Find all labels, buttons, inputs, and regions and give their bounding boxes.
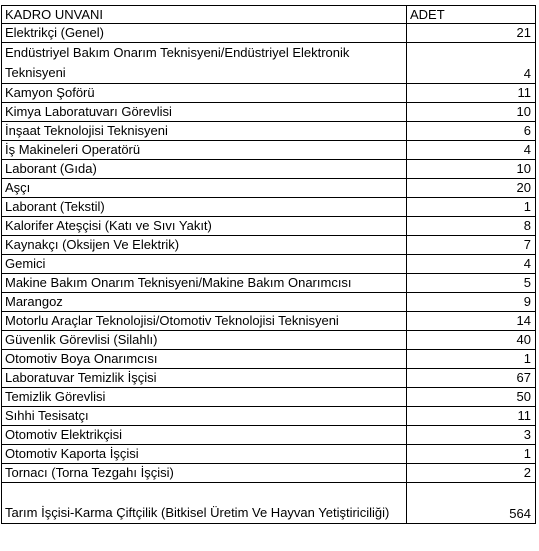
table-row bbox=[2, 84, 536, 103]
table-row bbox=[2, 103, 536, 122]
table-row bbox=[2, 160, 536, 179]
count-cell[interactable]: 6 bbox=[407, 122, 536, 141]
staffing-table bbox=[1, 5, 536, 524]
count-cell[interactable]: 4 bbox=[407, 255, 536, 274]
count-cell[interactable]: 4 bbox=[407, 43, 536, 84]
count-cell[interactable]: 10 bbox=[407, 103, 536, 122]
title-cell[interactable]: Gemici bbox=[2, 255, 407, 274]
count-cell[interactable]: 4 bbox=[407, 141, 536, 160]
table-row bbox=[2, 293, 536, 312]
table-row bbox=[2, 312, 536, 331]
table-row bbox=[2, 179, 536, 198]
table-row bbox=[2, 426, 536, 445]
table-row bbox=[2, 198, 536, 217]
table-row bbox=[2, 24, 536, 43]
count-cell[interactable]: 2 bbox=[407, 464, 536, 483]
count-cell[interactable]: 3 bbox=[407, 426, 536, 445]
title-cell[interactable]: Otomotiv Elektrikçisi bbox=[2, 426, 407, 445]
count-cell[interactable]: 1 bbox=[407, 198, 536, 217]
table-row bbox=[2, 122, 536, 141]
count-cell[interactable]: 8 bbox=[407, 217, 536, 236]
table-row bbox=[2, 141, 536, 160]
title-cell[interactable]: Tarım İşçisi-Karma Çiftçilik (Bitkisel Üretim Ve Hayvan Yetiştiriciliği) bbox=[2, 483, 407, 524]
table-row bbox=[2, 445, 536, 464]
title-cell[interactable]: Motorlu Araçlar Teknolojisi/Otomotiv Teknolojisi Teknisyeni bbox=[2, 312, 407, 331]
count-cell[interactable]: 5 bbox=[407, 274, 536, 293]
table-row bbox=[2, 331, 536, 350]
title-cell[interactable]: Kalorifer Ateşçisi (Katı ve Sıvı Yakıt) bbox=[2, 217, 407, 236]
title-cell[interactable]: Laborant (Gıda) bbox=[2, 160, 407, 179]
count-cell[interactable]: 11 bbox=[407, 84, 536, 103]
title-cell[interactable]: Kamyon Şoförü bbox=[2, 84, 407, 103]
count-cell[interactable]: 9 bbox=[407, 293, 536, 312]
title-cell[interactable]: Tornacı (Torna Tezgahı İşçisi) bbox=[2, 464, 407, 483]
title-cell[interactable]: Aşçı bbox=[2, 179, 407, 198]
table-row bbox=[2, 274, 536, 293]
count-cell[interactable]: 14 bbox=[407, 312, 536, 331]
header-row bbox=[2, 6, 536, 24]
table-row bbox=[2, 464, 536, 483]
count-cell[interactable]: 1 bbox=[407, 445, 536, 464]
table-row bbox=[2, 236, 536, 255]
title-cell[interactable]: İş Makineleri Operatörü bbox=[2, 141, 407, 160]
title-cell[interactable]: Makine Bakım Onarım Teknisyeni/Makine Bakım Onarımcısı bbox=[2, 274, 407, 293]
header-count-cell[interactable]: ADET bbox=[407, 6, 536, 24]
count-cell[interactable]: 1 bbox=[407, 350, 536, 369]
table-row bbox=[2, 388, 536, 407]
table-row bbox=[2, 217, 536, 236]
table-row bbox=[2, 43, 536, 84]
count-cell[interactable]: 50 bbox=[407, 388, 536, 407]
count-cell[interactable]: 40 bbox=[407, 331, 536, 350]
title-cell[interactable]: Elektrikçi (Genel) bbox=[2, 24, 407, 43]
header-title-cell[interactable]: KADRO UNVANI bbox=[2, 6, 407, 24]
title-cell[interactable]: Kimya Laboratuvarı Görevlisi bbox=[2, 103, 407, 122]
title-cell[interactable]: Otomotiv Kaporta İşçisi bbox=[2, 445, 407, 464]
table-row bbox=[2, 350, 536, 369]
table-row bbox=[2, 483, 536, 524]
count-cell[interactable]: 7 bbox=[407, 236, 536, 255]
title-cell[interactable]: Laborant (Tekstil) bbox=[2, 198, 407, 217]
title-cell[interactable]: Laboratuvar Temizlik İşçisi bbox=[2, 369, 407, 388]
table-body bbox=[2, 24, 536, 524]
count-cell[interactable]: 21 bbox=[407, 24, 536, 43]
title-cell[interactable]: İnşaat Teknolojisi Teknisyeni bbox=[2, 122, 407, 141]
title-cell[interactable]: Güvenlik Görevlisi (Silahlı) bbox=[2, 331, 407, 350]
table-row bbox=[2, 255, 536, 274]
staffing-table-sheet bbox=[1, 5, 536, 524]
title-cell[interactable]: Kaynakçı (Oksijen Ve Elektrik) bbox=[2, 236, 407, 255]
count-cell[interactable]: 564 bbox=[407, 483, 536, 524]
count-cell[interactable]: 10 bbox=[407, 160, 536, 179]
title-cell[interactable]: Temizlik Görevlisi bbox=[2, 388, 407, 407]
title-cell[interactable]: Marangoz bbox=[2, 293, 407, 312]
title-cell[interactable]: Endüstriyel Bakım Onarım Teknisyeni/Endüstriyel Elektronik Teknisyeni bbox=[2, 43, 407, 84]
count-cell[interactable]: 67 bbox=[407, 369, 536, 388]
title-cell[interactable]: Sıhhi Tesisatçı bbox=[2, 407, 407, 426]
title-cell[interactable]: Otomotiv Boya Onarımcısı bbox=[2, 350, 407, 369]
count-cell[interactable]: 20 bbox=[407, 179, 536, 198]
count-cell[interactable]: 11 bbox=[407, 407, 536, 426]
table-row bbox=[2, 369, 536, 388]
table-row bbox=[2, 407, 536, 426]
